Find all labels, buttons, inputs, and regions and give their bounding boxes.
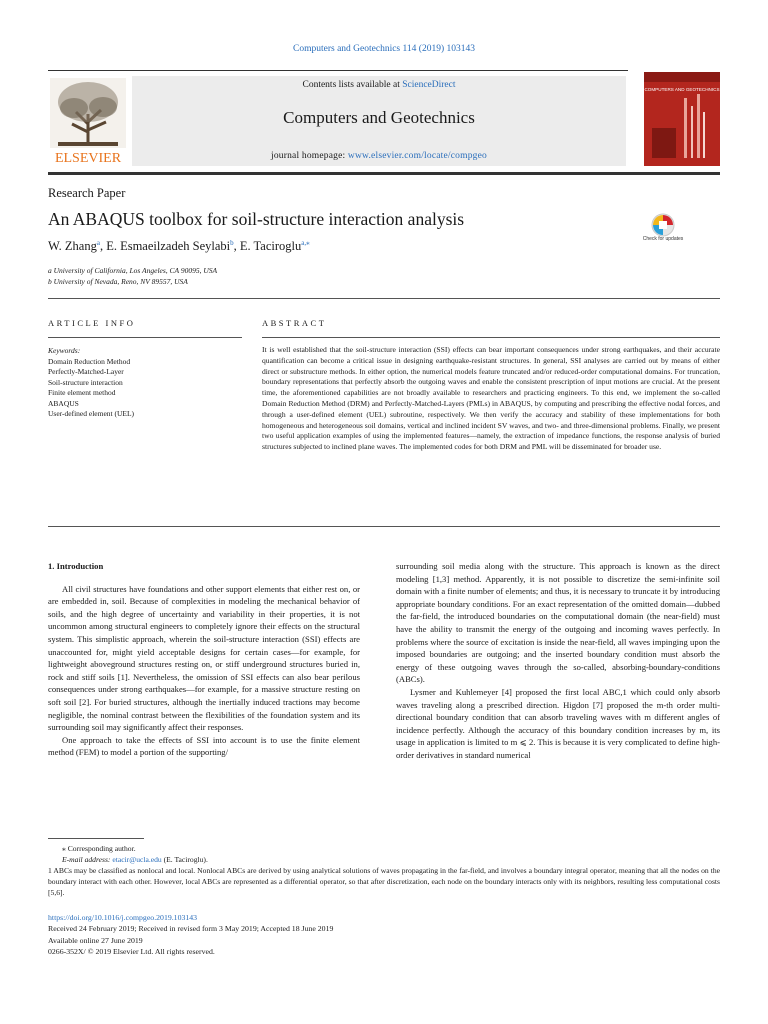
body-column-left [48, 560, 360, 759]
author-name: E. Taciroglu [239, 239, 302, 254]
copyright: 0266-352X/ © 2019 Elsevier Ltd. All rights reserved. [48, 947, 215, 957]
doi-link[interactable]: https://doi.org/10.1016/j.compgeo.2019.103143 [48, 913, 198, 922]
online-date: Available online 27 June 2019 [48, 935, 143, 945]
journal-title: Computers and Geotechnics [283, 108, 475, 127]
keyword-item: ABAQUS [48, 398, 79, 408]
keyword-item: Finite element method [48, 388, 116, 397]
paper-title: An ABAQUS toolbox for soil-structure interaction analysis [48, 209, 465, 229]
affiliation-b: b University of Nevada, Reno, NV 89557, USA [48, 277, 188, 286]
header-bottom-rule [48, 172, 720, 175]
elsevier-tree-icon [48, 74, 128, 166]
cover-title: COMPUTERS AND GEOTECHNICS [644, 87, 720, 92]
keyword-item: Soil-structure interaction [48, 377, 123, 387]
journal-cover-graphic [644, 72, 720, 166]
keywords-rule [48, 337, 242, 338]
paper-type: Research Paper [48, 186, 126, 200]
abstract-heading: ABSTRACT [262, 318, 327, 328]
elsevier-logo [48, 74, 128, 166]
journal-reference[interactable]: Computers and Geotechnics 114 (2019) 103143 [293, 44, 475, 54]
keywords-block [48, 346, 242, 420]
front-matter [48, 912, 720, 958]
crossmark-label: Check for updates [642, 236, 684, 242]
homepage-prefix: journal homepage: [270, 151, 348, 161]
footnote-1: 1 ABCs may be classified as nonlocal and local. Nonlocal ABCs are derived by using analytical solutions of waves propagating in the far-field, and involves a boundary integral operator, meaning that all the nodes on the boundary interact with each other. However, local ABCs are represented as a differential operator, so that after discretization, each node on the boundary interacts only with its neighbors, resulting less computational costs [5,6]. [48, 866, 720, 897]
body-column-right [396, 560, 720, 762]
abstract-text: It is well established that the soil-structure interaction (SSI) effects can bear important consequences under strong earthquakes, and their accurate quantification can become a critical issue in designing earthquake-resistant structures. In general, SSI analyses are carried out by means of either direct or substructure methods. In either option, the numerical models feature truncated and/or reduced-order computational domains. For truncation, boundary representations that perfectly absorb the outgoing waves and enable the consistent prescription of input motions are crucial. At the present time, the aforementioned capabilities are not broadly available to researchers and practicing engineers. To this end, we implement the so-called Domain Reduction Method (DRM) and Perfectly-Matched-Layers (PMLs) in ABAQUS, by computing and prescribing the effective nodal forces, and through a user-defined element (UEL) subroutine, respectively. We then verify the accuracy and stability of these implementations for both homogeneous and heterogeneous soil domains, vertical and inclined incident SV waves, and two- and three-dimensional problems. Finally, we present two useful application examples of using the implemented features—namely, the extraction of impedance functions, the response analysis of buried structures subjected to inclined plane waves. The implemented codes for both DRM and PML will be disseminated for broader use. [262, 345, 720, 452]
journal-cover-image [644, 72, 720, 166]
homepage-link[interactable]: www.elsevier.com/locate/compgeo [347, 151, 487, 161]
section-heading-introduction: 1. Introduction [48, 561, 104, 571]
abstract-bottom-rule [48, 526, 720, 527]
footnote-rule [48, 838, 144, 839]
keywords-title: Keywords: [48, 346, 81, 355]
email-link[interactable]: etacir@ucla.edu [112, 855, 162, 864]
keyword-item: Perfectly-Matched-Layer [48, 367, 124, 376]
author-affiliation-mark[interactable]: a [96, 239, 100, 247]
crossmark-badge[interactable] [642, 212, 684, 252]
affiliation-a: a University of California, Los Angeles, CA 90095, USA [48, 266, 218, 275]
header-top-rule [48, 70, 628, 71]
footnote-email [48, 854, 720, 865]
author-list [48, 239, 310, 254]
article-info-heading: ARTICLE INFO [48, 318, 136, 328]
keyword-item: Domain Reduction Method [48, 356, 131, 366]
keyword-item: User-defined element (UEL) [48, 409, 135, 418]
contents-line [132, 80, 626, 90]
body-paragraph: One approach to take the effects of SSI into account is to use the finite element method (FEM) to model a portion of the supporting/ [48, 734, 360, 758]
author-separator: , [233, 239, 240, 254]
author-separator: , [99, 239, 107, 254]
abstract-rule [262, 337, 720, 338]
crossmark-icon [648, 212, 678, 252]
footnotes [48, 843, 720, 898]
author-affiliation-mark[interactable]: a,⁎ [301, 239, 310, 247]
homepage-line [132, 151, 626, 161]
email-suffix: (E. Taciroglu). [161, 855, 208, 864]
body-paragraph: All civil structures have foundations and other support elements that either rest on, or are embedded in, soil. Because of complexities in modeling the mechanical behavior of soils, and the high degree of uncertainty and variability in their properties, it is not uncommon among structural engineers to completely ignore their effects on the structural system. This simplistic approach, wherein the soil-structure interaction (SSI) effects are unaccounted for, might yield acceptable designs for certain cases—for example, for lightweight aboveground structures resting on, or stiff underground structures buried in, rock and stiff soils [1]. Nevertheless, the omission of SSI effects can also bear perilous consequences under strong earthquakes—for example, for a massive structure resting on soft soil [2]. For buried structures, although the inertially induced tractions may become negligible, the nominal contrast between the flexibilities of the foundation system and its surrounding soil may significantly affect their responses. [48, 583, 360, 733]
author-name: W. Zhang [48, 239, 97, 254]
author-affiliation-mark[interactable]: b [230, 239, 234, 247]
author-name: E. Esmaeilzadeh Seylabi [106, 239, 231, 254]
publisher-wordmark: ELSEVIER [54, 151, 122, 166]
body-paragraph: surrounding soil media along with the structure. This approach is known as the direct modeling [1,3] method. Apparently, it is not possible to discretize the semi-infinite soil domain with a finite number of elements; and thus, it is necessary to truncate it by introducing appropriate boundary conditions. For an exact representation of the omitted domain—dubbed the far-field, the introduced boundaries on the computational domain (the near-field) must have the ability to transmit the energy of the outgoing and incoming waves perfectly. In problems where the source of excitation is inside the near-field, all waves impinging upon the imposed boundaries are outgoing; and the inserted boundary condition must absorb the energy of these outgoing waves through the so-called, absorbing-boundary-conditions (ABCs). [396, 561, 720, 685]
body-paragraph: Lysmer and Kuhlemeyer [4] proposed the first local ABC,1 which could only absorb waves traveling along a prescribed direction. Higdon [7] proposed the m-th order multi-directional boundary condition that can absorb traveling waves with m different angles of incidence perfectly. Although the accuracy of this boundary condition increases by m, its usage in application is limited to m ⩽ 2. This is because it is very complicated to define high-order derivatives in standard numerical [396, 686, 720, 760]
contents-prefix: Contents lists available at [302, 80, 403, 90]
article-info-rule [48, 298, 720, 299]
email-prefix: E-mail address: [62, 855, 113, 864]
footnote-corresponding: ⁎ Corresponding author. [62, 844, 136, 853]
sciencedirect-link[interactable]: ScienceDirect [402, 80, 456, 90]
received-dates: Received 24 February 2019; Received in revised form 3 May 2019; Accepted 18 June 2019 [48, 924, 334, 934]
